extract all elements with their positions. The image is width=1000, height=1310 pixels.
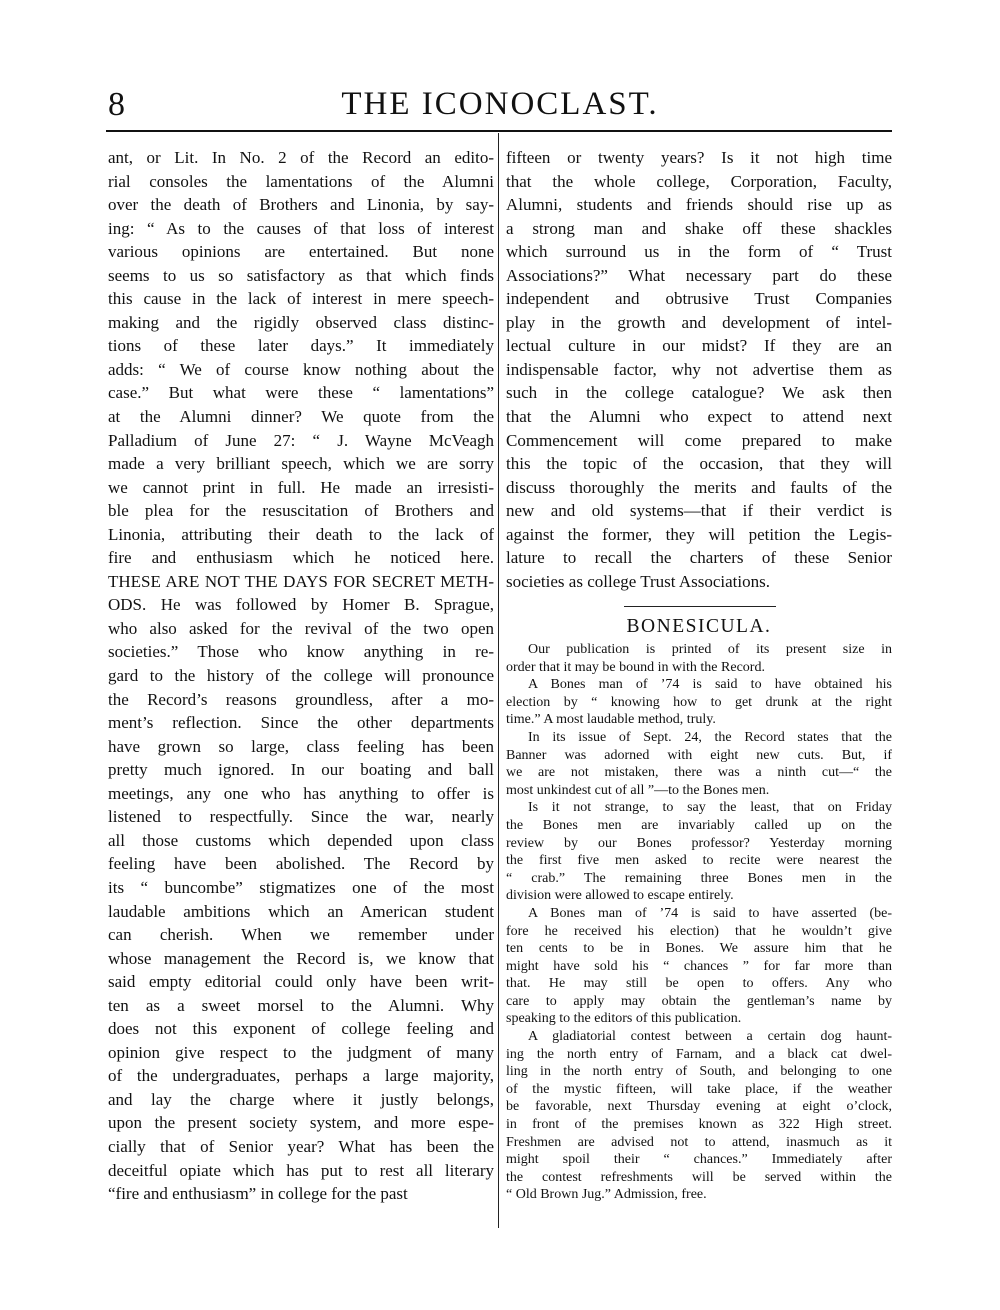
note-line: “ crab.” The remaining three Bones men in the (506, 870, 892, 886)
note-paragraph (506, 799, 892, 905)
text-line: meetings, any one who has anything to offer is (108, 783, 494, 803)
note-line: of the mystic fifteen, will take place, if the weather (506, 1081, 892, 1097)
text-line: ten as a sweet morsel to the Alumni. Why (108, 995, 494, 1015)
text-line: the Record’s reasons groundless, after a mo- (108, 689, 494, 709)
text-line: this cause in the lack of interest in mere speech- (108, 289, 494, 309)
section-rule (624, 606, 776, 607)
text-line: ODS. He was followed by Homer B. Sprague, (108, 595, 494, 615)
note-line: Banner was adorned with eight new cuts. But, if (506, 747, 892, 763)
text-line: have grown so large, class feeling has been (108, 736, 494, 756)
text-line: discuss thoroughly the merits and faults of the (506, 477, 892, 497)
text-line: pretty much ignored. In our boating and ball (108, 760, 494, 780)
text-line: making and the rigidly observed class distinc- (108, 312, 494, 332)
text-line: gard to the history of the college will pronounce (108, 666, 494, 686)
text-line: feeling have been abolished. The Record by (108, 854, 494, 874)
text-line: opinion give respect to the judgment of many (108, 1042, 494, 1062)
text-line: does not this exponent of college feeling and (108, 1019, 494, 1039)
text-line: fifteen or twenty years? Is it not high time (506, 148, 892, 167)
text-line: that the whole college, Corporation, Faculty, (506, 171, 892, 191)
note-line: time.” A most laudable method, truly. (506, 712, 716, 728)
text-line: can cherish. When we remember under (108, 925, 494, 945)
text-line: listened to respectfully. Since the war, nearly (108, 807, 494, 827)
text-line: “fire and enthusiasm” in college for the past (108, 1184, 408, 1204)
note-line: speaking to the editors of this publication. (506, 1011, 742, 1027)
text-line: said empty editorial could only have been writ- (108, 972, 494, 992)
text-line: THESE ARE NOT THE DAYS FOR SECRET METH- (108, 571, 494, 591)
note-line: fore he received his election) that he wouldn’t give (506, 923, 892, 939)
section-heading: BONESICULA. (626, 616, 772, 637)
note-line: A Bones man of ’74 is said to have obtained his (528, 677, 892, 693)
text-line: cially that of Senior year? What has been the (108, 1136, 494, 1156)
note-line: might spoil their “ chances.” Immediately after (506, 1152, 892, 1168)
text-line: ant, or Lit. In No. 2 of the Record an edito- (108, 148, 494, 167)
note-line: ten cents to be in Bones. We assure him that he (506, 941, 892, 957)
note-line: ling in the north entry of South, and belonging to one (506, 1064, 892, 1080)
note-line: that. He may still be open to offers. Any who (506, 976, 892, 992)
text-line: that the Alumni who expect to attend next (506, 407, 892, 427)
text-line: which surround us in the form of “ Trust (506, 242, 892, 262)
text-line: ble plea for the resuscitation of Brothers and (108, 501, 494, 521)
text-line: all those customs which depended upon class (108, 830, 494, 850)
text-line: Linonia, attributing their death to the lack of (108, 524, 494, 544)
note-line: in front of the premises known as 322 High street. (506, 1117, 892, 1133)
text-line: ing: “ As to the causes of that loss of interest (108, 218, 494, 238)
text-line: over the death of Brothers and Linonia, by say- (108, 195, 494, 215)
text-line: play in the growth and development of intel- (506, 312, 892, 332)
text-line: case.” But what were these “ lamentations” (108, 383, 494, 403)
header-rule (106, 130, 892, 132)
text-line: a strong man and shake off these shackles (506, 218, 892, 238)
note-line: the contest refreshments will be served within the (506, 1169, 892, 1185)
note-paragraph (506, 729, 892, 799)
text-line: such in the college catalogue? We ask then (506, 383, 892, 403)
text-line: fire and enthusiasm which he noticed here. (108, 548, 494, 568)
text-line: Associations?” What necessary part do these (506, 265, 892, 285)
text-line: lectual culture in our midst? If they are an (506, 336, 892, 356)
text-line: against the former, they will petition the Legis- (506, 524, 892, 544)
note-line: ing the north entry of Farnam, and a black cat dwel- (506, 1046, 892, 1062)
note-line: the Bones men are invariably called up on the (506, 817, 892, 833)
text-line: tions of these later days.” It immediately (108, 336, 494, 356)
text-line: new and old systems—that if their verdict is (506, 501, 892, 521)
note-paragraph (506, 641, 892, 676)
text-line: and lay the charge where it justly belongs, (108, 1089, 494, 1109)
note-line: be favorable, next Thursday evening at eight o’clock, (506, 1099, 892, 1115)
note-paragraph (506, 905, 892, 1028)
note-line: election by “ knowing how to get drunk at the right (506, 694, 892, 710)
text-line: deceitful opiate which has put to rest all literary (108, 1160, 494, 1180)
text-line: made a very brilliant speech, which we are sorry (108, 454, 494, 474)
text-line: Commencement will come prepared to make (506, 430, 892, 450)
note-line: division were allowed to escape entirely. (506, 888, 734, 904)
text-line: societies as college Trust Associations. (506, 571, 770, 591)
note-line: Freshmen are advised not to attend, inasmuch as it (506, 1134, 892, 1150)
note-line: In its issue of Sept. 24, the Record states that the (528, 729, 892, 745)
text-line: we cannot print in full. He made an irresisti- (108, 477, 494, 497)
text-line: who also asked for the revival of the two open (108, 618, 494, 638)
text-line: this the topic of the occasion, that they will (506, 454, 892, 474)
text-line: its “ buncombe” stigmatizes one of the most (108, 877, 494, 897)
text-line: Alumni, students and friends should rise up as (506, 195, 892, 215)
note-line: order that it may be bound in with the Record. (506, 659, 765, 675)
left-column (108, 146, 494, 1206)
note-paragraph (506, 676, 892, 729)
note-line: most unkindest cut of all ”—to the Bones men. (506, 782, 770, 798)
column-divider (498, 133, 499, 1228)
text-line: independent and obtrusive Trust Companies (506, 289, 892, 309)
note-line: the first five men asked to recite were nearest the (506, 853, 892, 869)
note-line: Our publication is printed of its present size in (528, 642, 892, 657)
text-line: laudable ambitions which an American student (108, 901, 494, 921)
note-line: Is it not strange, to say the least, that on Friday (528, 800, 892, 816)
note-line: review by our Bones professor? Yesterday morning (506, 835, 892, 851)
page-number: 8 (108, 86, 126, 123)
masthead-title: THE ICONOCLAST. (341, 86, 659, 122)
text-line: at the Alumni dinner? We quote from the (108, 407, 494, 427)
text-line: indispensable factor, why not advertise them as (506, 359, 892, 379)
note-line: care to apply may obtain the gentleman’s name by (506, 993, 892, 1009)
text-line: various opinions are entertained. But none (108, 242, 494, 262)
text-line: upon the present society system, and more espe- (108, 1113, 494, 1133)
text-line: whose management the Record is, we know that (108, 948, 494, 968)
note-line: A Bones man of ’74 is said to have asserted (be- (528, 905, 892, 921)
right-column (506, 146, 892, 593)
note-line: might have sold his “ chances ” for far more than (506, 958, 892, 974)
text-line: seems to us so satisfactory as that which finds (108, 265, 494, 285)
note-line: A gladiatorial contest between a certain dog haunt- (528, 1029, 892, 1045)
note-paragraph (506, 1028, 892, 1204)
note-line: “ Old Brown Jug.” Admission, free. (506, 1187, 707, 1203)
text-line: rial consoles the lamentations of the Alumni (108, 171, 494, 191)
text-line: lature to recall the charters of these Senior (506, 548, 892, 568)
bonesicula-notes (506, 641, 892, 1204)
text-line: of the undergraduates, perhaps a large majority, (108, 1066, 494, 1086)
text-line: adds: “ We of course know nothing about the (108, 359, 494, 379)
text-line: societies.” Those who know anything in re- (108, 642, 494, 662)
text-line: ment’s reflection. Since the other departments (108, 713, 494, 733)
note-line: we are not mistaken, there was a ninth cut—“ the (506, 765, 892, 781)
text-line: Palladium of June 27: “ J. Wayne McVeagh (108, 430, 494, 450)
